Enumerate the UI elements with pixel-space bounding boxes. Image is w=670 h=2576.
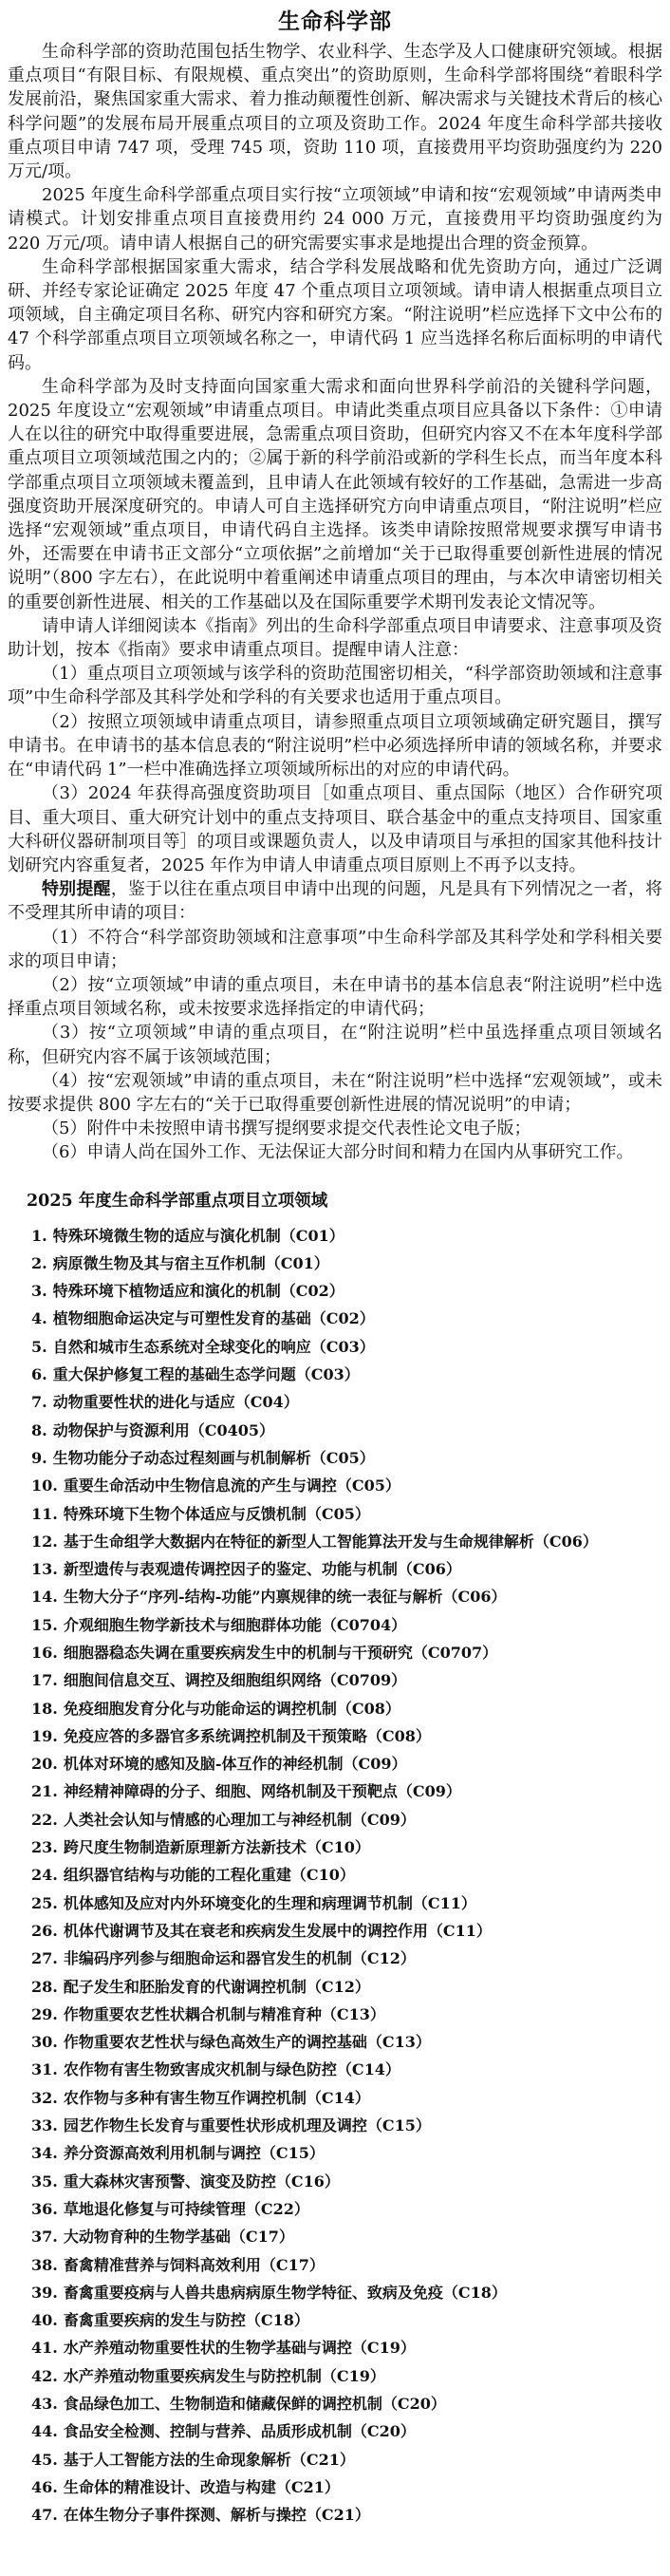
area-number: 16.: [31, 1644, 58, 1662]
area-title: 在体生物分子事件探测、解析与操控（C21）: [63, 2506, 370, 2525]
warning-intro-text: ，鉴于以往在重点项目申请中出现的问题，凡是具有下列情况之一者，将不受理其所申请的项目：: [8, 879, 662, 924]
area-item: [31, 1611, 662, 1639]
area-title: 食品绿色加工、生物制造和储藏保鲜的调控机制（C20）: [63, 2395, 446, 2414]
area-title: 跨尺度生物制造新原理新方法新技术（C10）: [63, 1838, 370, 1857]
area-title: 病原微生物及其与宿主互作机制（C01）: [52, 1253, 329, 1272]
area-item: [31, 2084, 662, 2112]
area-title: 草地退化修复与可持续管理（C22）: [63, 2199, 309, 2218]
area-title: 细胞器稳态失调在重要疾病发生中的机制与干预研究（C0707）: [63, 1644, 498, 1662]
area-item: [31, 2168, 662, 2195]
area-title: 农作物有害生物致害成灾机制与绿色防控（C14）: [63, 2060, 400, 2079]
warning-item-1: （1）不符合“科学部资助领域和注意事项”中生命科学部及其科学处和学科相关要求的项目申请；: [8, 927, 662, 971]
warning-item-3: （3）按“立项领域”申请的重点项目，在“附注说明”栏中虽选择重点项目领域名称，但研究内容不属于该领域范围；: [8, 1023, 662, 1067]
area-item: [31, 1333, 662, 1361]
area-item: [31, 1528, 662, 1555]
area-title: 园艺作物生长发育与重要性状形成机理及调控（C15）: [63, 2116, 431, 2135]
area-title: 生物功能分子动态过程刻画与机制解析（C05）: [52, 1448, 375, 1467]
area-number: 26.: [31, 1921, 58, 1940]
area-number: 39.: [31, 2283, 58, 2302]
area-number: 28.: [31, 1977, 58, 1996]
area-title: 机体对环境的感知及脑-体互作的神经机制（C09）: [63, 1755, 407, 1774]
area-title: 特殊环境微生物的适应与演化机制（C01）: [52, 1226, 344, 1245]
area-item: [31, 1361, 662, 1388]
area-number: 38.: [31, 2255, 58, 2274]
area-item: [31, 2056, 662, 2083]
area-title: 生命体的精准设计、改造与构建（C21）: [63, 2477, 340, 2496]
area-item: [31, 2501, 662, 2529]
areas-heading: 2025 年度生命科学部重点项目立项领域: [27, 1191, 328, 1211]
area-item: [31, 2473, 662, 2501]
area-item: [31, 2306, 662, 2334]
area-number: 7.: [31, 1393, 47, 1412]
area-title: 水产养殖动物重要疾病发生与防控机制（C19）: [63, 2366, 385, 2385]
area-number: 1.: [31, 1226, 47, 1245]
area-title: 介观细胞生物学新技术与细胞群体功能（C0704）: [63, 1615, 407, 1634]
area-title: 特殊环境下生物个体适应与反馈机制（C05）: [63, 1504, 370, 1523]
area-title: 神经精神障碍的分子、细胞、网络机制及干预靶点（C09）: [63, 1782, 461, 1801]
area-number: 43.: [31, 2395, 58, 2414]
area-title: 重大保护修复工程的基础生态学问题（C03）: [52, 1365, 360, 1384]
area-title: 动物重要性状的进化与适应（C04）: [52, 1393, 299, 1412]
warning-intro: [8, 877, 662, 925]
area-number: 14.: [31, 1588, 58, 1607]
area-number: 25.: [31, 1893, 58, 1912]
area-item: [31, 1750, 662, 1777]
area-title: 养分资源高效利用机制与调控（C15）: [63, 2144, 325, 2163]
area-title: 植物细胞命运决定与可塑性发育的基础（C02）: [52, 1309, 375, 1328]
area-number: 23.: [31, 1838, 58, 1857]
area-item: [31, 1472, 662, 1499]
area-item: [31, 2390, 662, 2417]
area-item: [31, 2112, 662, 2139]
area-title: 基于人工智能方法的生命现象解析（C21）: [63, 2450, 355, 2469]
area-item: [31, 2223, 662, 2250]
warning-item-4: （4）按“宏观领域”申请的重点项目，未在“附注说明”栏中选择“宏观领域”，或未按要求提供 800 字左右的“关于已取得重要创新性进展的情况说明”的申请；: [8, 1070, 662, 1115]
area-item: [31, 1500, 662, 1528]
area-number: 46.: [31, 2477, 58, 2496]
area-item: [31, 1305, 662, 1332]
area-title: 组织器官结构与功能的工程化重建（C10）: [63, 1866, 355, 1885]
area-item: [31, 1583, 662, 1610]
area-number: 18.: [31, 1699, 58, 1718]
area-title: 细胞间信息交互、调控及细胞组织网络（C0709）: [63, 1671, 407, 1690]
area-title: 重要生命活动中生物信息流的产生与调控（C05）: [63, 1476, 400, 1495]
area-number: 17.: [31, 1671, 58, 1690]
area-number: 29.: [31, 2004, 58, 2023]
area-title: 畜禽重要疾病的发生与防控（C18）: [63, 2311, 309, 2330]
area-title: 配子发生和胚胎发育的代谢调控机制（C12）: [63, 1977, 370, 1996]
area-title: 大动物育种的生物学基础（C17）: [63, 2228, 294, 2247]
area-title: 机体感知及应对内外环境变化的生理和病理调节机制（C11）: [63, 1893, 476, 1912]
intro-paragraph-reminder: 请申请人详细阅读本《指南》列出的生命科学部重点项目申请要求、注意事项及资助计划，按本《指南》要求申请重点项目。提醒申请人注意：: [8, 615, 662, 661]
area-item: [31, 1833, 662, 1861]
warning-item-6: （6）申请人尚在国外工作、无法保证大部分时间和精力在国内从事研究工作。: [42, 1142, 634, 1163]
area-number: 12.: [31, 1532, 58, 1551]
area-item: [31, 1973, 662, 2001]
area-number: 33.: [31, 2116, 58, 2135]
area-item: [31, 1444, 662, 1472]
area-number: 8.: [31, 1420, 47, 1439]
intro-paragraph-areas: 生命科学部根据国家重大需求，结合学科发展战略和优先资助方向，通过广泛调研、并经专家论证确定 2025 年度 47 个重点项目立项领域。请申请人根据重点项目立项领域，自主确定项目名称、研究内容和研究方案。“附注说明”栏应选择下文中公布的 47 个科学部重点项目立项领域名称之一，申请代码 1 应当选择名称后面标明的申请代码。: [8, 256, 662, 373]
page-title: 生命科学部: [278, 9, 392, 34]
area-item: [31, 2001, 662, 2028]
area-item: [31, 1639, 662, 1666]
area-item: [31, 2417, 662, 2445]
area-item: [31, 2251, 662, 2279]
area-number: 13.: [31, 1560, 58, 1579]
area-title: 免疫应答的多器官多系统调控机制及干预策略（C08）: [63, 1726, 431, 1745]
area-number: 20.: [31, 1755, 58, 1774]
area-number: 40.: [31, 2311, 58, 2330]
area-number: 3.: [31, 1282, 47, 1301]
area-item: [31, 1777, 662, 1805]
area-number: 37.: [31, 2228, 58, 2247]
area-number: 22.: [31, 1810, 58, 1829]
area-item: [31, 1666, 662, 1694]
area-title: 农作物与多种有害生物互作调控机制（C14）: [63, 2088, 370, 2107]
area-number: 24.: [31, 1866, 58, 1885]
area-item: [31, 2362, 662, 2390]
area-item: [31, 1222, 662, 1250]
intro-paragraph-macro-field: 生命科学部为及时支持面向国家重大需求和面向世界科学前沿的关键科学问题，2025 年度设立“宏观领域”申请重点项目。申请此类重点项目应具备以下条件：①申请人在以往的研究中取得重要进展，急需重点项目资助，但研究内容又不在本年度科学部重点项目立项领域范围之内的；②属于新的科学前沿或新的学科生长点，而当年度本科学部重点项目立项领域未覆盖到，且申请人在此领域有较好的工作基础，急需进一步高强度资助开展深度研究的。申请人可自主选择研究方向申请重点项目，“附注说明”栏应选择“宏观领域”重点项目，申请代码自主选择。该类申请除按照常规要求撰写申请书外，还需要在申请书正文部分“立项依据”之前增加“关于已取得重要创新性进展的情况说明”（800 字左右），在此说明中着重阐述申请重点项目的理由，与本次申请密切相关的重要创新性进展、相关的工作基础以及在国际重要学术期刊发表论文情况等。: [8, 376, 662, 612]
area-item: [31, 1555, 662, 1583]
warning-item-5: （5）附件中未按照申请书撰写提纲要求提交代表性论文电子版；: [42, 1119, 531, 1139]
area-number: 36.: [31, 2199, 58, 2218]
area-item: [31, 1890, 662, 1917]
area-item: [31, 2334, 662, 2361]
intro-paragraph-scope: 生命科学部的资助范围包括生物学、农业科学、生态学及人口健康研究领域。根据重点项目“有限目标、有限规模、重点突出”的资助原则，生命科学部将围绕“着眼科学发展前沿，聚焦国家重大需求、着力推动颠覆性创新、解决需求与关键技术背后的核心科学问题”的发展布局开展重点项目的立项及资助工作。2024 年度生命科学部共接收重点项目申请 747 项，受理 745 项，资助 110 项，直接费用平均资助强度约为 220 万元/项。: [8, 42, 662, 182]
area-title: 新型遗传与表观遗传调控因子的鉴定、功能与机制（C06）: [63, 1560, 461, 1579]
area-number: 5.: [31, 1337, 47, 1356]
area-item: [31, 2279, 662, 2306]
area-item: [31, 1806, 662, 1833]
area-number: 42.: [31, 2366, 58, 2385]
area-title: 作物重要农艺性状与绿色高效生产的调控基础（C13）: [63, 2033, 431, 2052]
area-title: 作物重要农艺性状耦合机制与精准育种（C13）: [63, 2004, 385, 2023]
area-number: 19.: [31, 1726, 58, 1745]
area-number: 6.: [31, 1365, 47, 1384]
area-title: 畜禽精准营养与饲料高效利用（C17）: [63, 2255, 325, 2274]
area-title: 水产养殖动物重要性状的生物学基础与调控（C19）: [63, 2339, 416, 2358]
warning-lead: 特别提醒: [42, 879, 111, 900]
area-item: [31, 1388, 662, 1416]
area-item: [31, 2446, 662, 2473]
area-title: 人类社会认知与情感的心理加工与神经机制（C09）: [63, 1810, 416, 1829]
area-number: 34.: [31, 2144, 58, 2163]
areas-list: [8, 1222, 662, 2529]
area-title: 畜禽重要疫病与人兽共患病病原生物学特征、致病及免疫（C18）: [63, 2283, 507, 2302]
area-title: 重大森林灾害预警、演变及防控（C16）: [63, 2172, 340, 2191]
area-item: [31, 1861, 662, 1889]
area-title: 机体代谢调节及其在衰老和疾病发生发展中的调控作用（C11）: [63, 1921, 492, 1940]
area-number: 44.: [31, 2422, 58, 2441]
area-title: 动物保护与资源利用（C0405）: [52, 1420, 274, 1439]
area-number: 15.: [31, 1615, 58, 1634]
area-item: [31, 2195, 662, 2223]
area-item: [31, 1417, 662, 1444]
area-number: 32.: [31, 2088, 58, 2107]
area-item: [31, 1722, 662, 1750]
area-item: [31, 1917, 662, 1945]
area-number: 9.: [31, 1448, 47, 1467]
area-title: 免疫细胞发育分化与功能命运的调控机制（C08）: [63, 1699, 400, 1718]
area-number: 41.: [31, 2339, 58, 2358]
note-item-1: （1）重点项目立项领域与该学科的资助范围密切相关，“科学部资助领域和注意事项”中生命科学部及其科学处和学科的有关要求也适用于重点项目。: [8, 664, 662, 708]
area-item: [31, 2139, 662, 2167]
area-item: [31, 1277, 662, 1305]
warning-item-2: （2）按“立项领域”申请的重点项目，未在申请书的基本信息表“附注说明”栏中选择重点项目领域名称，或未按要求选择指定的申请代码；: [8, 974, 662, 1020]
area-item: [31, 1250, 662, 1277]
area-item: [31, 1695, 662, 1722]
area-number: 10.: [31, 1476, 58, 1495]
area-number: 4.: [31, 1309, 47, 1328]
area-title: 生物大分子“序列-结构-功能”内禀规律的统一表征与解析（C06）: [63, 1588, 507, 1607]
area-number: 21.: [31, 1782, 58, 1801]
area-title: 基于生命组学大数据内在特征的新型人工智能算法开发与生命规律解析（C06）: [63, 1532, 598, 1551]
area-title: 非编码序列参与细胞命运和器官发生的机制（C12）: [63, 1949, 416, 1968]
area-number: 31.: [31, 2060, 58, 2079]
area-number: 2.: [31, 1253, 47, 1272]
area-title: 自然和城市生态系统对全球变化的响应（C03）: [52, 1337, 375, 1356]
area-item: [31, 2028, 662, 2056]
note-item-3: （3）2024 年获得高强度资助项目［如重点项目、重点国际（地区）合作研究项目、重大项目、重大研究计划中的重点支持项目、联合基金中的重点支持项目、国家重大科研仪器研制项目等］的项目或课题负责人，以及申请项目与承担的国家其他科技计划研究内容重复者，2025 年作为申请人申请重点项目原则上不再予以支持。: [8, 783, 662, 875]
area-number: 47.: [31, 2506, 58, 2525]
area-title: 食品安全检测、控制与营养、品质形成机制（C20）: [63, 2422, 416, 2441]
area-number: 35.: [31, 2172, 58, 2191]
area-number: 45.: [31, 2450, 58, 2469]
area-number: 27.: [31, 1949, 58, 1968]
note-item-2: （2）按照立项领域申请重点项目，请参照重点项目立项领域确定研究题目，撰写申请书。在申请书的基本信息表的“附注说明”栏中必须选择所申请的领域名称，并要求在“申请代码 1”一栏中准确选择立项领域所标出的对应的申请代码。: [8, 711, 662, 780]
area-number: 11.: [31, 1504, 58, 1523]
area-title: 特殊环境下植物适应和演化的机制（C02）: [52, 1282, 344, 1301]
area-item: [31, 1945, 662, 1972]
area-number: 30.: [31, 2033, 58, 2052]
intro-paragraph-budget: 2025 年度生命科学部重点项目实行按“立项领域”申请和按“宏观领域”申请两类申请模式。计划安排重点项目直接费用约 24 000 万元，直接费用平均资助强度约为 220 万元/项。请申请人根据自己的研究需要实事求是地提出合理的资金预算。: [8, 185, 662, 254]
